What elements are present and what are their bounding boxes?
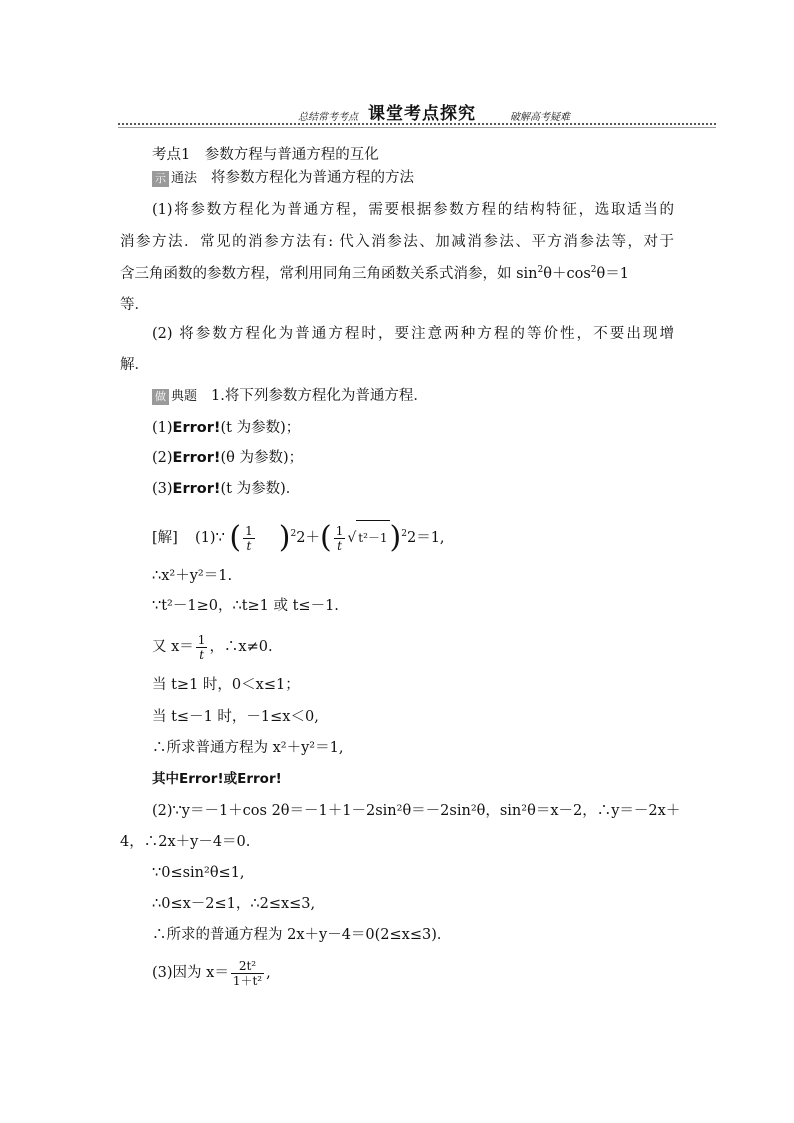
para2-line1: (2) 将参数方程化为普通方程时，要注意两种方程的等价性，不要出现增	[152, 326, 674, 342]
method-heading: 将参数方程化为普通方程的方法	[211, 170, 415, 186]
question-3	[152, 479, 300, 499]
solution-s4b: ，∴x≠0.	[209, 639, 273, 655]
para1-line3: 含三角函数的参数方程，常利用同角三角函数关系式消参，如 $\sin^2\theta+\cos^2\theta=1$	[120, 265, 629, 282]
para1-line2: 消参方法．常见的消参方法有: 代入消参法、加减消参法、平方消参法等，对于	[120, 234, 674, 250]
fraction-3: $\frac{1}{t}$	[197, 632, 206, 662]
header-left-text: 总结常考考点	[298, 112, 358, 123]
solution-line-10: 4，∴2x＋y－4＝0.	[120, 834, 251, 850]
solution-line-5: 当 t≥1 时，0＜x≤1；	[152, 677, 300, 693]
q1-error-field: Error!	[172, 420, 221, 436]
method-tag-rest: 通法	[171, 171, 198, 186]
para1-line1: (1)将参数方程化为普通方程，需要根据参数方程的结构特征，选取适当的	[152, 202, 674, 218]
q2-number: (2)	[152, 450, 173, 466]
solution-line-8: 其中Error!或Error!	[152, 771, 282, 787]
example-tag-rest: 典题	[171, 389, 198, 404]
header-dotted-rule	[118, 123, 716, 125]
page-header	[118, 98, 716, 128]
header-title: 课堂考点探究	[368, 104, 476, 124]
q2-error-field: Error!	[172, 450, 221, 466]
para1-line3-c: θ＝1	[596, 266, 629, 282]
solution-s1a: (1)∵	[195, 530, 225, 546]
example-heading-row	[152, 386, 428, 407]
solution-line-3: ∵t²－1≥0，∴t≥1 或 t≤－1.	[152, 598, 339, 614]
solution-s14b: ,	[266, 965, 271, 981]
solution-s14a: (3)因为 x＝	[152, 965, 229, 981]
fraction-4: $\frac{\text{2t²}}{\text{1＋t²}}$	[232, 958, 263, 988]
header-right-text: 破解高考疑难	[510, 112, 570, 123]
q1-number: (1)	[152, 420, 173, 436]
solution-s4a: 又 x＝	[152, 639, 194, 655]
para1-line3-a: 含三角函数的参数方程，常利用同角三角函数关系式消参，如 sin	[120, 266, 538, 282]
solution-line-4	[152, 630, 273, 664]
q3-param: (t 为参数)．	[220, 481, 301, 497]
q1-param: (t 为参数)；	[220, 420, 301, 436]
sqrt-expression: t²－1	[356, 520, 389, 555]
solution-line-1: [解] (1)∵ ( $\frac{1}{t}$ )$^2$2＋( $\frac{1}{t}$ √ t²－1)$^2$2＝1,	[152, 520, 445, 555]
q3-error-field: Error!	[172, 481, 221, 497]
header-rule	[118, 127, 716, 128]
q3-number: (3)	[152, 481, 173, 497]
example-text: 1.将下列参数方程化为普通方程．	[211, 388, 428, 404]
example-tag: 做	[152, 389, 169, 405]
kaodian-title: 考点1 参数方程与普通方程的互化	[152, 147, 379, 163]
solution-line-6: 当 t≤－1 时，－1≤x＜0,	[152, 709, 319, 725]
solution-label: [解]	[152, 530, 178, 546]
solution-line-14	[152, 956, 271, 990]
solution-line-7: ∴所求普通方程为 x²＋y²＝1,	[152, 740, 344, 756]
solution-line-12: ∴0≤x－2≤1，∴2≤x≤3,	[152, 896, 316, 912]
question-2	[152, 448, 303, 468]
method-tag: 示	[152, 171, 169, 187]
solution-s1c: 2＝1,	[406, 530, 445, 546]
solution-line-2: ∴x²＋y²＝1.	[152, 568, 233, 584]
solution-s1b: 2＋	[296, 530, 320, 546]
fraction-2: $\frac{1}{t}$	[335, 523, 344, 553]
para1-line3-b: θ＋cos	[543, 266, 591, 282]
para2-line2: 解．	[120, 357, 149, 373]
solution-line-13: ∴所求的普通方程为 2x＋y－4＝0(2≤x≤3)．	[152, 927, 452, 943]
para1-line4: 等．	[120, 297, 149, 313]
solution-line-11: ∵0≤sin²θ≤1,	[152, 865, 245, 881]
solution-line-9: (2)∵y＝－1＋cos 2θ＝－1＋1－2sin²θ＝－2sin²θ，sin²θ＝x－2，∴y＝－2x＋	[152, 803, 681, 819]
q2-param: (θ 为参数)；	[220, 450, 304, 466]
fraction-1: $\frac{1}{t}$	[245, 523, 253, 553]
question-1	[152, 418, 300, 438]
method-heading-row	[152, 168, 414, 189]
